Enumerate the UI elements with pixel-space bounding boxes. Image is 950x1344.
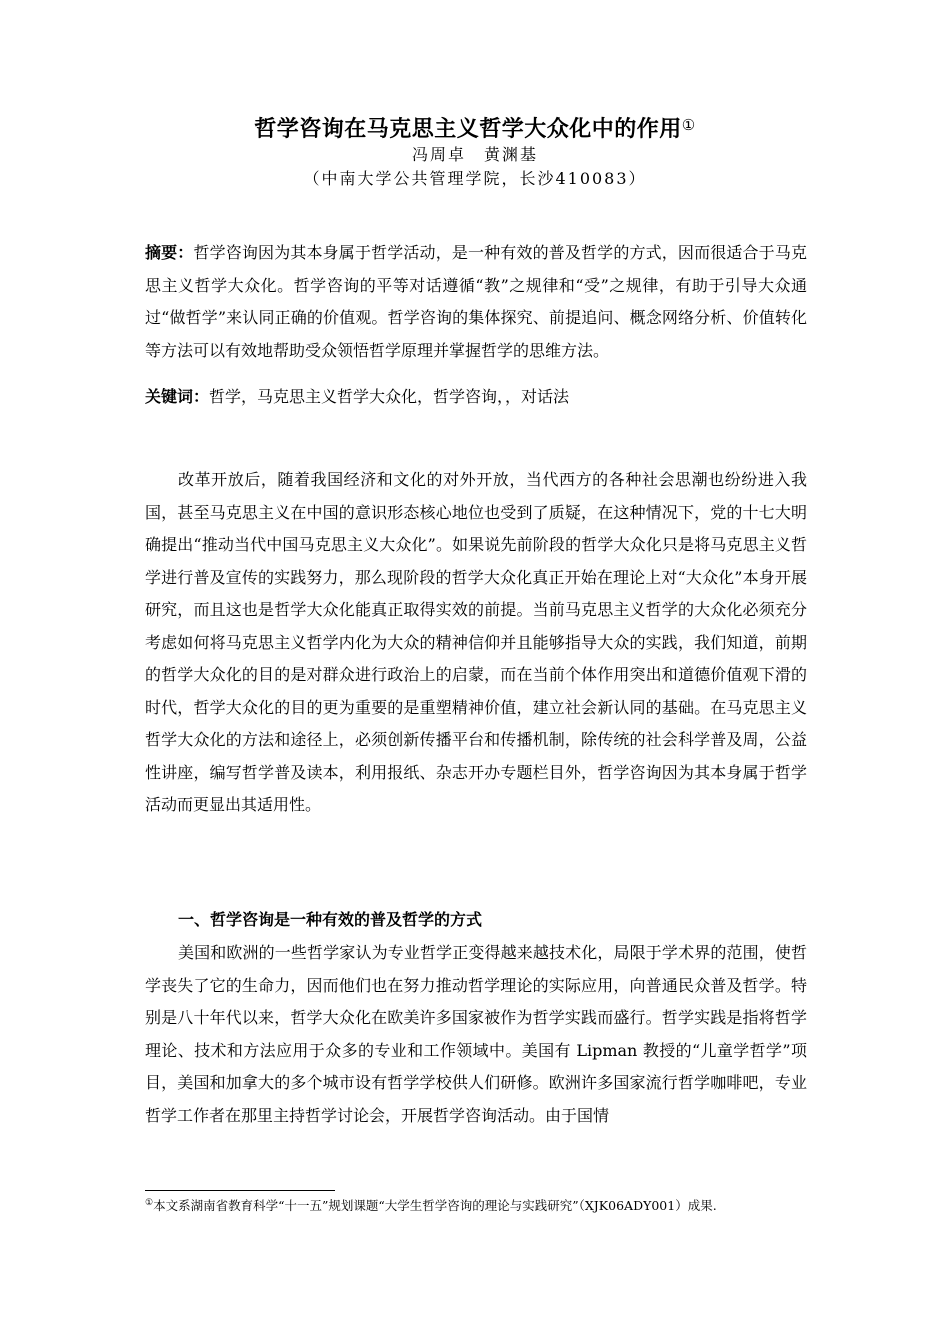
keywords-text: 哲学，马克思主义哲学大众化，哲学咨询，，对话法 [209,387,570,406]
section-heading: 一、哲学咨询是一种有效的普及哲学的方式 [178,910,483,929]
paper-title-text: 哲学咨询在马克思主义哲学大众化中的作用 [254,116,682,142]
footnote-mark: ① [145,1198,154,1208]
footnote-text: 本文系湖南省教育科学“十一五”规划课题“大学生哲学咨询的理论与实践研究”（XJK06ADY001）成果. [153,1198,717,1214]
abstract-text: 哲学咨询因为其本身属于哲学活动，是一种有效的普及哲学的方式，因而很适合于马克思主义哲学大众化。哲学咨询的平等对话遵循“教”之规律和“受”之规律，有助于引导大众通过“做哲学”来认同正确的价值观。哲学咨询的集体探究、前提追问、概念网络分析、价值转化等方法可以有效地帮助受众领悟哲学原理并掌握哲学的思维方法。 [145,243,807,360]
title-footnote-mark: ① [681,116,696,134]
paper-title [0,112,950,143]
keywords-label: 关键词： [145,387,210,406]
intro-paragraph: 改革开放后，随着我国经济和文化的对外开放，当代西方的各种社会思潮也纷纷进入我国，甚至马克思主义在中国的意识形态核心地位也受到了质疑，在这种情况下，党的十七大明确提出“推动当代中国马克思主义大众化”。如果说先前阶段的哲学大众化只是将马克思主义哲学进行普及宣传的实践努力，那么现阶段的哲学大众化真正开始在理论上对“大众化”本身开展研究，而且这也是哲学大众化能真正取得实效的前提。当前马克思主义哲学的大众化必须充分考虑如何将马克思主义哲学内化为大众的精神信仰并且能够指导大众的实践，我们知道，前期的哲学大众化的目的是对群众进行政治上的启蒙，而在当前个体作用突出和道德价值观下滑的时代，哲学大众化的目的更为重要的是重塑精神价值，建立社会新认同的基础。在马克思主义哲学大众化的方法和途径上，必须创新传播平台和传播机制，除传统的社会科学普及周，公益性讲座，编写哲学普及读本，利用报纸、杂志开办专题栏目外，哲学咨询因为其本身属于哲学活动而更显出其适用性。 [145,470,807,814]
abstract-label: 摘要： [145,243,194,262]
abstract-paragraph [145,237,807,367]
keywords-line [145,381,807,414]
footnote [145,1195,807,1214]
section-paragraph: 美国和欧洲的一些哲学家认为专业哲学正变得越来越技术化，局限于学术界的范围，使哲学丧失了它的生命力，因而他们也在努力推动哲学理论的实际应用，向普通民众普及哲学。特别是八十年代以来，哲学大众化在欧美许多国家被作为哲学实践而盛行。哲学实践是指将哲学理论、技术和方法应用于众多的专业和工作领域中。美国有 Lipman 教授的“儿童学哲学”项目，美国和加拿大的多个城市设有哲学学校供人们研修。欧洲许多国家流行哲学咖啡吧，专业哲学工作者在那里主持哲学讨论会，开展哲学咨询活动。由于国情 [145,943,807,1125]
author-line: 冯周卓 黄渊基 [411,145,538,164]
footnote-divider [145,1190,335,1191]
affiliation-line: （中南大学公共管理学院，长沙410083） [303,169,647,188]
